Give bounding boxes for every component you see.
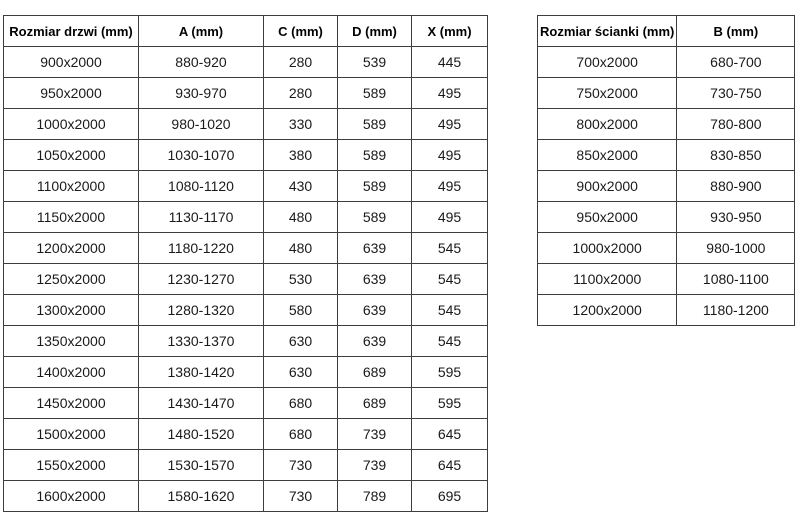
table-row <box>538 171 795 202</box>
table-cell: 680 <box>264 419 338 450</box>
column-header: Rozmiar drzwi (mm) <box>4 16 139 47</box>
table-row <box>4 202 488 233</box>
table-row <box>4 109 488 140</box>
table-cell: 1350x2000 <box>4 326 139 357</box>
column-header: D (mm) <box>338 16 412 47</box>
table-cell: 689 <box>338 388 412 419</box>
table-row <box>538 295 795 326</box>
table-cell: 595 <box>412 388 488 419</box>
table-cell: 1480-1520 <box>139 419 264 450</box>
table-cell: 1000x2000 <box>4 109 139 140</box>
table-cell: 700x2000 <box>538 47 677 78</box>
table-cell: 639 <box>338 264 412 295</box>
table-row <box>538 47 795 78</box>
table-cell: 1030-1070 <box>139 140 264 171</box>
table-cell: 1530-1570 <box>139 450 264 481</box>
table-cell: 545 <box>412 295 488 326</box>
table-cell: 589 <box>338 202 412 233</box>
table-cell: 480 <box>264 233 338 264</box>
table-cell: 630 <box>264 326 338 357</box>
table-cell: 1430-1470 <box>139 388 264 419</box>
table-cell: 1000x2000 <box>538 233 677 264</box>
table-cell: 589 <box>338 109 412 140</box>
table-row <box>538 140 795 171</box>
table-cell: 580 <box>264 295 338 326</box>
table-cell: 680 <box>264 388 338 419</box>
table-cell: 480 <box>264 202 338 233</box>
table-cell: 1280-1320 <box>139 295 264 326</box>
table-cell: 1400x2000 <box>4 357 139 388</box>
table-cell: 589 <box>338 171 412 202</box>
table-cell: 1050x2000 <box>4 140 139 171</box>
column-header: X (mm) <box>412 16 488 47</box>
table-row <box>4 450 488 481</box>
table-row <box>4 419 488 450</box>
table-cell: 1100x2000 <box>538 264 677 295</box>
table-cell: 430 <box>264 171 338 202</box>
table-row <box>538 233 795 264</box>
table-row <box>4 264 488 295</box>
wall-panel-sizes-table <box>537 15 795 326</box>
table-cell: 1600x2000 <box>4 481 139 512</box>
table-row <box>4 295 488 326</box>
table-row <box>4 140 488 171</box>
column-header: Rozmiar ścianki (mm) <box>538 16 677 47</box>
table-cell: 639 <box>338 295 412 326</box>
table-cell: 495 <box>412 202 488 233</box>
table-cell: 495 <box>412 171 488 202</box>
column-header: A (mm) <box>139 16 264 47</box>
table-cell: 280 <box>264 47 338 78</box>
table-cell: 800x2000 <box>538 109 677 140</box>
table-cell: 1080-1100 <box>677 264 795 295</box>
table-row <box>4 388 488 419</box>
table-cell: 880-920 <box>139 47 264 78</box>
table-cell: 1150x2000 <box>4 202 139 233</box>
table-cell: 589 <box>338 140 412 171</box>
table-cell: 900x2000 <box>4 47 139 78</box>
table-cell: 595 <box>412 357 488 388</box>
table-cell: 1080-1120 <box>139 171 264 202</box>
table-cell: 1300x2000 <box>4 295 139 326</box>
table-cell: 730 <box>264 450 338 481</box>
table-cell: 330 <box>264 109 338 140</box>
door-sizes-table <box>3 15 488 512</box>
table-cell: 980-1000 <box>677 233 795 264</box>
table-cell: 689 <box>338 357 412 388</box>
table-cell: 1200x2000 <box>538 295 677 326</box>
table-cell: 280 <box>264 78 338 109</box>
table-cell: 980-1020 <box>139 109 264 140</box>
table-cell: 545 <box>412 326 488 357</box>
table-cell: 1580-1620 <box>139 481 264 512</box>
table-cell: 739 <box>338 419 412 450</box>
column-header: C (mm) <box>264 16 338 47</box>
table-cell: 750x2000 <box>538 78 677 109</box>
table-cell: 730 <box>264 481 338 512</box>
table-cell: 445 <box>412 47 488 78</box>
table-cell: 1180-1200 <box>677 295 795 326</box>
table-cell: 1200x2000 <box>4 233 139 264</box>
table-cell: 639 <box>338 326 412 357</box>
table-cell: 1230-1270 <box>139 264 264 295</box>
table-cell: 1450x2000 <box>4 388 139 419</box>
table-cell: 539 <box>338 47 412 78</box>
table-cell: 950x2000 <box>4 78 139 109</box>
table-cell: 695 <box>412 481 488 512</box>
table-cell: 830-850 <box>677 140 795 171</box>
table-row <box>4 47 488 78</box>
table-cell: 930-970 <box>139 78 264 109</box>
table-cell: 639 <box>338 233 412 264</box>
table-cell: 495 <box>412 109 488 140</box>
column-header: B (mm) <box>677 16 795 47</box>
table-row <box>538 109 795 140</box>
table-cell: 645 <box>412 419 488 450</box>
table-row <box>4 481 488 512</box>
table-cell: 589 <box>338 78 412 109</box>
table-cell: 730-750 <box>677 78 795 109</box>
table-cell: 900x2000 <box>538 171 677 202</box>
table-cell: 1500x2000 <box>4 419 139 450</box>
table-cell: 1250x2000 <box>4 264 139 295</box>
table-cell: 1330-1370 <box>139 326 264 357</box>
table-row <box>4 326 488 357</box>
table-cell: 850x2000 <box>538 140 677 171</box>
table-cell: 1100x2000 <box>4 171 139 202</box>
table-cell: 739 <box>338 450 412 481</box>
table-cell: 680-700 <box>677 47 795 78</box>
table-cell: 1130-1170 <box>139 202 264 233</box>
table-cell: 495 <box>412 140 488 171</box>
table-cell: 780-800 <box>677 109 795 140</box>
table-cell: 645 <box>412 450 488 481</box>
table-cell: 495 <box>412 78 488 109</box>
table-cell: 545 <box>412 264 488 295</box>
table-cell: 1180-1220 <box>139 233 264 264</box>
table-cell: 545 <box>412 233 488 264</box>
table-row <box>4 233 488 264</box>
table-cell: 950x2000 <box>538 202 677 233</box>
table-cell: 1380-1420 <box>139 357 264 388</box>
table-row <box>4 78 488 109</box>
table-row <box>538 78 795 109</box>
table-row <box>4 357 488 388</box>
door-table-header-row <box>4 16 488 47</box>
table-row <box>538 264 795 295</box>
table-cell: 630 <box>264 357 338 388</box>
wall-table-header-row <box>538 16 795 47</box>
table-row <box>538 202 795 233</box>
table-cell: 530 <box>264 264 338 295</box>
table-cell: 930-950 <box>677 202 795 233</box>
table-cell: 880-900 <box>677 171 795 202</box>
table-cell: 1550x2000 <box>4 450 139 481</box>
table-row <box>4 171 488 202</box>
table-cell: 380 <box>264 140 338 171</box>
table-cell: 789 <box>338 481 412 512</box>
